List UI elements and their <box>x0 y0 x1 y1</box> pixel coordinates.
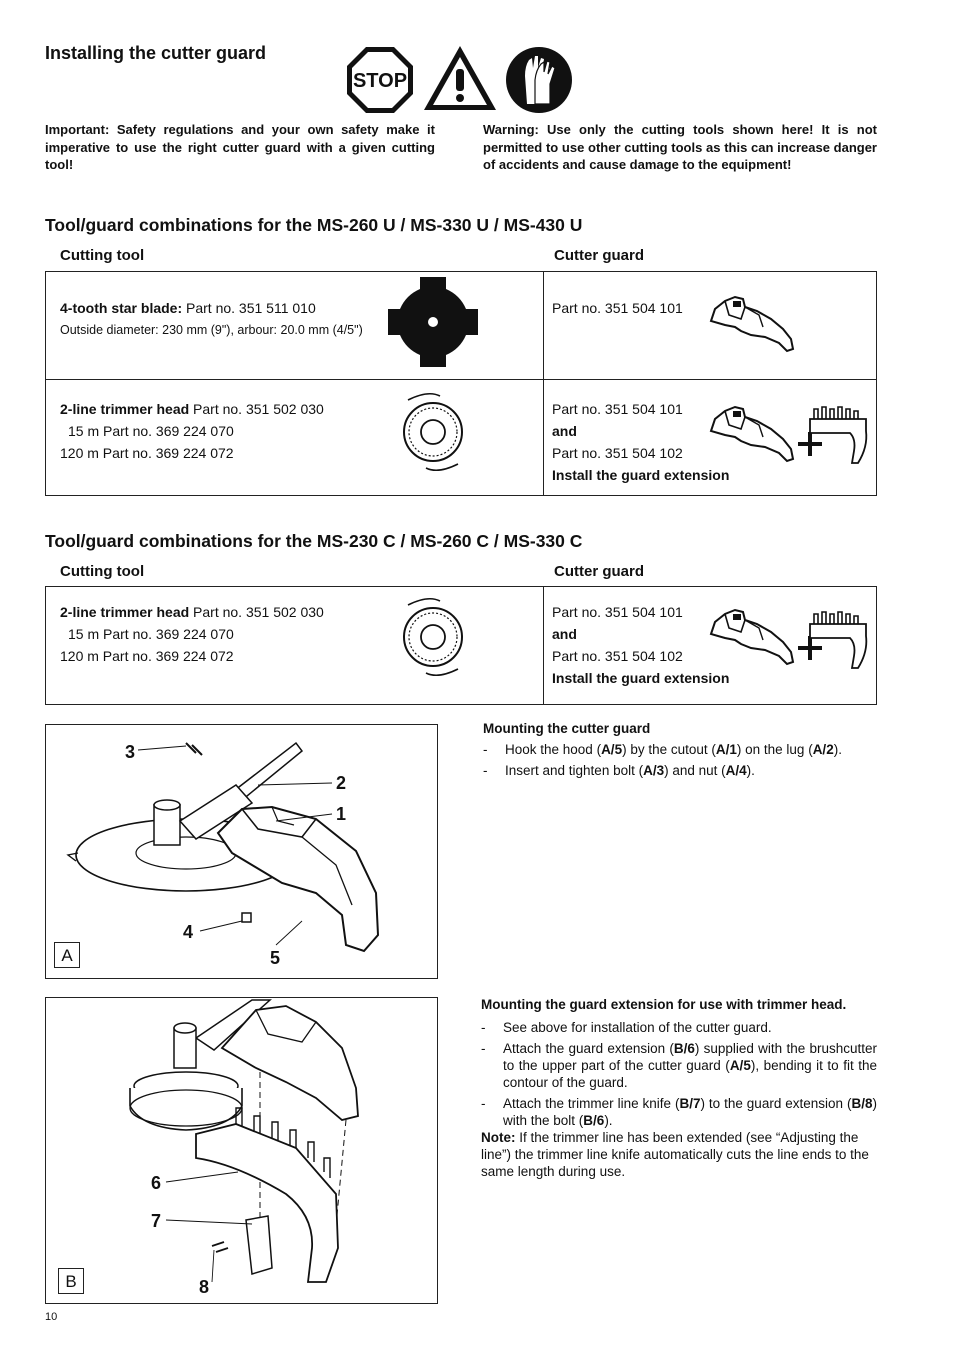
callout-2: 2 <box>336 773 347 793</box>
text: See above for installation of the cutter guard. <box>503 1020 772 1035</box>
list-item <box>483 762 878 779</box>
callout-1: 1 <box>336 804 347 824</box>
callout-4: 4 <box>183 922 194 942</box>
mounting-extension-heading: Mounting the guard extension for use with trimmer head. <box>481 997 847 1012</box>
text: Hook the hood ( <box>505 742 602 757</box>
ref: B/7 <box>679 1096 701 1111</box>
callout-7: 7 <box>151 1211 162 1231</box>
ref: A/5 <box>729 1058 751 1073</box>
tool-part: Part no. 351 502 030 <box>189 604 324 620</box>
list-item <box>481 1019 877 1036</box>
text: ) supplied with the brushcutter to the upper part of the cutter guard ( <box>503 1041 877 1073</box>
callout-6: 6 <box>151 1173 162 1193</box>
figure-b-illustration <box>46 998 437 1303</box>
table-row-tool <box>60 398 324 420</box>
guard-note: Install the guard extension <box>552 467 730 483</box>
cutter-guard-icon <box>705 403 797 465</box>
section2-col-guard: Cutter guard <box>554 563 644 580</box>
section2-col-tool: Cutting tool <box>60 563 145 580</box>
text: Attach the trimmer line knife ( <box>503 1096 680 1111</box>
cutter-guard-icon <box>705 293 797 355</box>
page-number: 10 <box>45 1311 58 1323</box>
mounting-guard-heading: Mounting the cutter guard <box>483 721 651 736</box>
table-row-tool <box>60 601 324 623</box>
trimmer-head-icon <box>398 392 468 472</box>
text: ) to the guard extension ( <box>700 1096 852 1111</box>
figure-a-illustration <box>46 725 437 978</box>
guard-and: and <box>552 626 577 642</box>
mounting-extension-section <box>481 996 877 1180</box>
warning-triangle-icon <box>423 45 497 111</box>
figure-b-label: B <box>58 1268 84 1294</box>
note-text: If the trimmer line has been extended (see “Adjusting the line”) the trimmer line knife automatically cuts the line ends to the same length during use. <box>481 1130 869 1179</box>
tool-name: 2-line trimmer head <box>60 401 190 417</box>
text: ) with the bolt ( <box>503 1096 877 1128</box>
table-divider <box>45 379 877 380</box>
tool-part: Part no. 351 502 030 <box>189 401 324 417</box>
svg-text:STOP: STOP <box>352 70 408 92</box>
guard-part: Part no. 351 504 101 <box>552 300 683 316</box>
guard-part: Part no. 351 504 101 <box>552 604 683 620</box>
ref: A/1 <box>715 742 737 757</box>
ref: B/6 <box>583 1113 605 1128</box>
text: ), bending it to fit the contour of the guard. <box>503 1058 878 1090</box>
callout-5: 5 <box>270 948 281 968</box>
tool-line-15m: 15 m Part no. 369 224 070 <box>68 423 234 439</box>
gloves-icon <box>505 46 573 114</box>
important-notice: Important: Safety regulations and your own safety make it imperative to use the right cutter guard with a given cutting tool! <box>45 122 435 172</box>
section1-col-tool: Cutting tool <box>60 247 145 264</box>
ref: A/5 <box>601 742 623 757</box>
text: ) and nut ( <box>664 763 726 778</box>
callout-3: 3 <box>125 742 136 762</box>
text: ) by the cutout ( <box>622 742 716 757</box>
note-label: Note: <box>481 1130 516 1145</box>
section1-col-guard: Cutter guard <box>554 247 644 264</box>
ref: B/8 <box>851 1096 873 1111</box>
tool-detail: Outside diameter: 230 mm (9"), arbour: 20.0 mm (4/5") <box>60 323 363 337</box>
note-paragraph <box>481 1129 877 1180</box>
figure-a-label: A <box>54 942 80 968</box>
warning-notice: Warning: Use only the cutting tools shown here! It is not permitted to use other cutting tools as this can increase danger of accidents and cause damage to the equipment! <box>483 122 877 172</box>
section2-heading: Tool/guard combinations for the MS-230 C / MS-260 C / MS-330 C <box>45 531 583 551</box>
ref: A/3 <box>643 763 665 778</box>
text: Insert and tighten bolt ( <box>505 763 644 778</box>
list-item <box>481 1040 877 1091</box>
callout-8: 8 <box>199 1277 210 1297</box>
star-blade-icon <box>388 277 478 367</box>
text: ). <box>833 742 842 757</box>
text: ). <box>604 1113 613 1128</box>
tool-line-15m: 15 m Part no. 369 224 070 <box>68 626 234 642</box>
text: ) on the lug ( <box>736 742 813 757</box>
list-dash: - <box>481 1096 486 1111</box>
guard-part: Part no. 351 504 101 <box>552 401 683 417</box>
table-divider <box>543 586 544 705</box>
tool-line-120m: 120 m Part no. 369 224 072 <box>60 445 234 461</box>
guard-note: Install the guard extension <box>552 670 730 686</box>
tool-part: Part no. 351 511 010 <box>182 300 316 316</box>
tool-name: 4-tooth star blade: <box>60 300 183 316</box>
guard-and: and <box>552 423 577 439</box>
text: ). <box>746 763 755 778</box>
mounting-guard-section <box>483 720 878 779</box>
tool-name: 2-line trimmer head <box>60 604 190 620</box>
list-dash: - <box>481 1020 486 1035</box>
section1-heading: Tool/guard combinations for the MS-260 U / MS-330 U / MS-430 U <box>45 215 583 235</box>
list-item <box>483 741 878 758</box>
guard-extension-icon <box>806 608 870 672</box>
ref: B/6 <box>673 1041 695 1056</box>
guard-part: Part no. 351 504 102 <box>552 445 683 461</box>
table-row-tool <box>60 297 316 319</box>
table-divider <box>543 271 544 496</box>
list-dash: - <box>483 742 488 757</box>
page-title: Installing the cutter guard <box>45 43 267 63</box>
guard-extension-icon <box>806 403 870 467</box>
list-item <box>481 1095 877 1129</box>
guard-part: Part no. 351 504 102 <box>552 648 683 664</box>
text: Attach the guard extension ( <box>503 1041 674 1056</box>
trimmer-head-icon <box>398 597 468 677</box>
tool-line-120m: 120 m Part no. 369 224 072 <box>60 648 234 664</box>
ref: A/4 <box>725 763 747 778</box>
cutter-guard-icon <box>705 606 797 668</box>
stop-sign-icon <box>346 46 414 114</box>
list-dash: - <box>483 763 488 778</box>
ref: A/2 <box>812 742 834 757</box>
list-dash: - <box>481 1041 486 1056</box>
